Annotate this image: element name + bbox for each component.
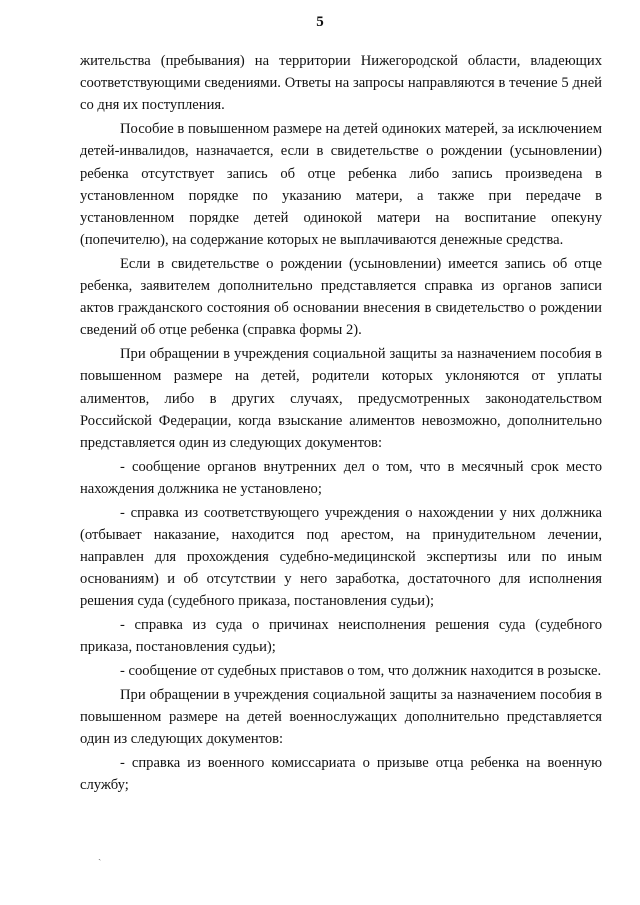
paragraph-father-record: Если в свидетельстве о рождении (усыновлении) имеется запись об отце ребенка, заявителем дополнительно представляется справка из органов записи актов гражданского состояния об основании внесения в свидетельство о рождении сведений об отце ребенка (справка формы 2). bbox=[80, 255, 602, 339]
list-item-institution-certificate: - справка из соответствующего учреждения о нахождении у них должника (отбывает наказание, находится под арестом, на принудительном лечении, направлен для прохождения судебно-медицинской экспертизы или по иным основаниям) и об отсутствии у него заработка, достаточного для исполнения решения суда (судебного приказа, постановления судьи); bbox=[80, 504, 602, 610]
list-item-court-certificate: - справка из суда о причинах неисполнения решения суда (судебного приказа, постановления судьи); bbox=[80, 617, 602, 656]
list-item-bailiff-report: - сообщение от судебных приставов о том, что должник находится в розыске. bbox=[120, 662, 602, 679]
paragraph-single-mothers-benefit: Пособие в повышенном размере на детей одиноких матерей, за исключением детей-инвалидов, назначается, если в свидетельстве о рождении (усыновлении) ребенка отсутствует запись об отце ребенка либо запись произведена в установленном порядке по указанию матери, а также при передаче в установленном порядке детей одинокой матери на воспитание опекуну (попечителю), на содержание которых не выплачиваются денежные средства. bbox=[80, 121, 602, 249]
scan-artifact-mark: ˏ bbox=[98, 850, 102, 861]
paragraph-military-children: При обращении в учреждения социальной защиты за назначением пособия в повышенном размере на детей военнослужащих дополнительно представляется один из следующих документов: bbox=[80, 686, 602, 748]
document-body bbox=[80, 50, 602, 798]
paragraph-alimony-evasion: При обращении в учреждения социальной защиты за назначением пособия в повышенном размере на детей, родители которых уклоняются от уплаты алиментов, либо в других случаях, предусмотренных законодательством Российской Федерации, когда взыскание алиментов невозможно, дополнительно представляется один из следующих документов: bbox=[80, 346, 602, 451]
paragraph-residence-continuation: жительства (пребывания) на территории Нижегородской области, владеющих соответствующими сведениями. Ответы на запросы направляются в течение 5 дней со дня их поступления. bbox=[80, 53, 602, 114]
list-item-police-report: - сообщение органов внутренних дел о том, что в месячный срок место нахождения должника не установлено; bbox=[80, 458, 602, 497]
page-number: 5 bbox=[316, 14, 324, 30]
list-item-military-commissariat: - справка из военного комиссариата о призыве отца ребенка на военную службу; bbox=[80, 754, 602, 793]
